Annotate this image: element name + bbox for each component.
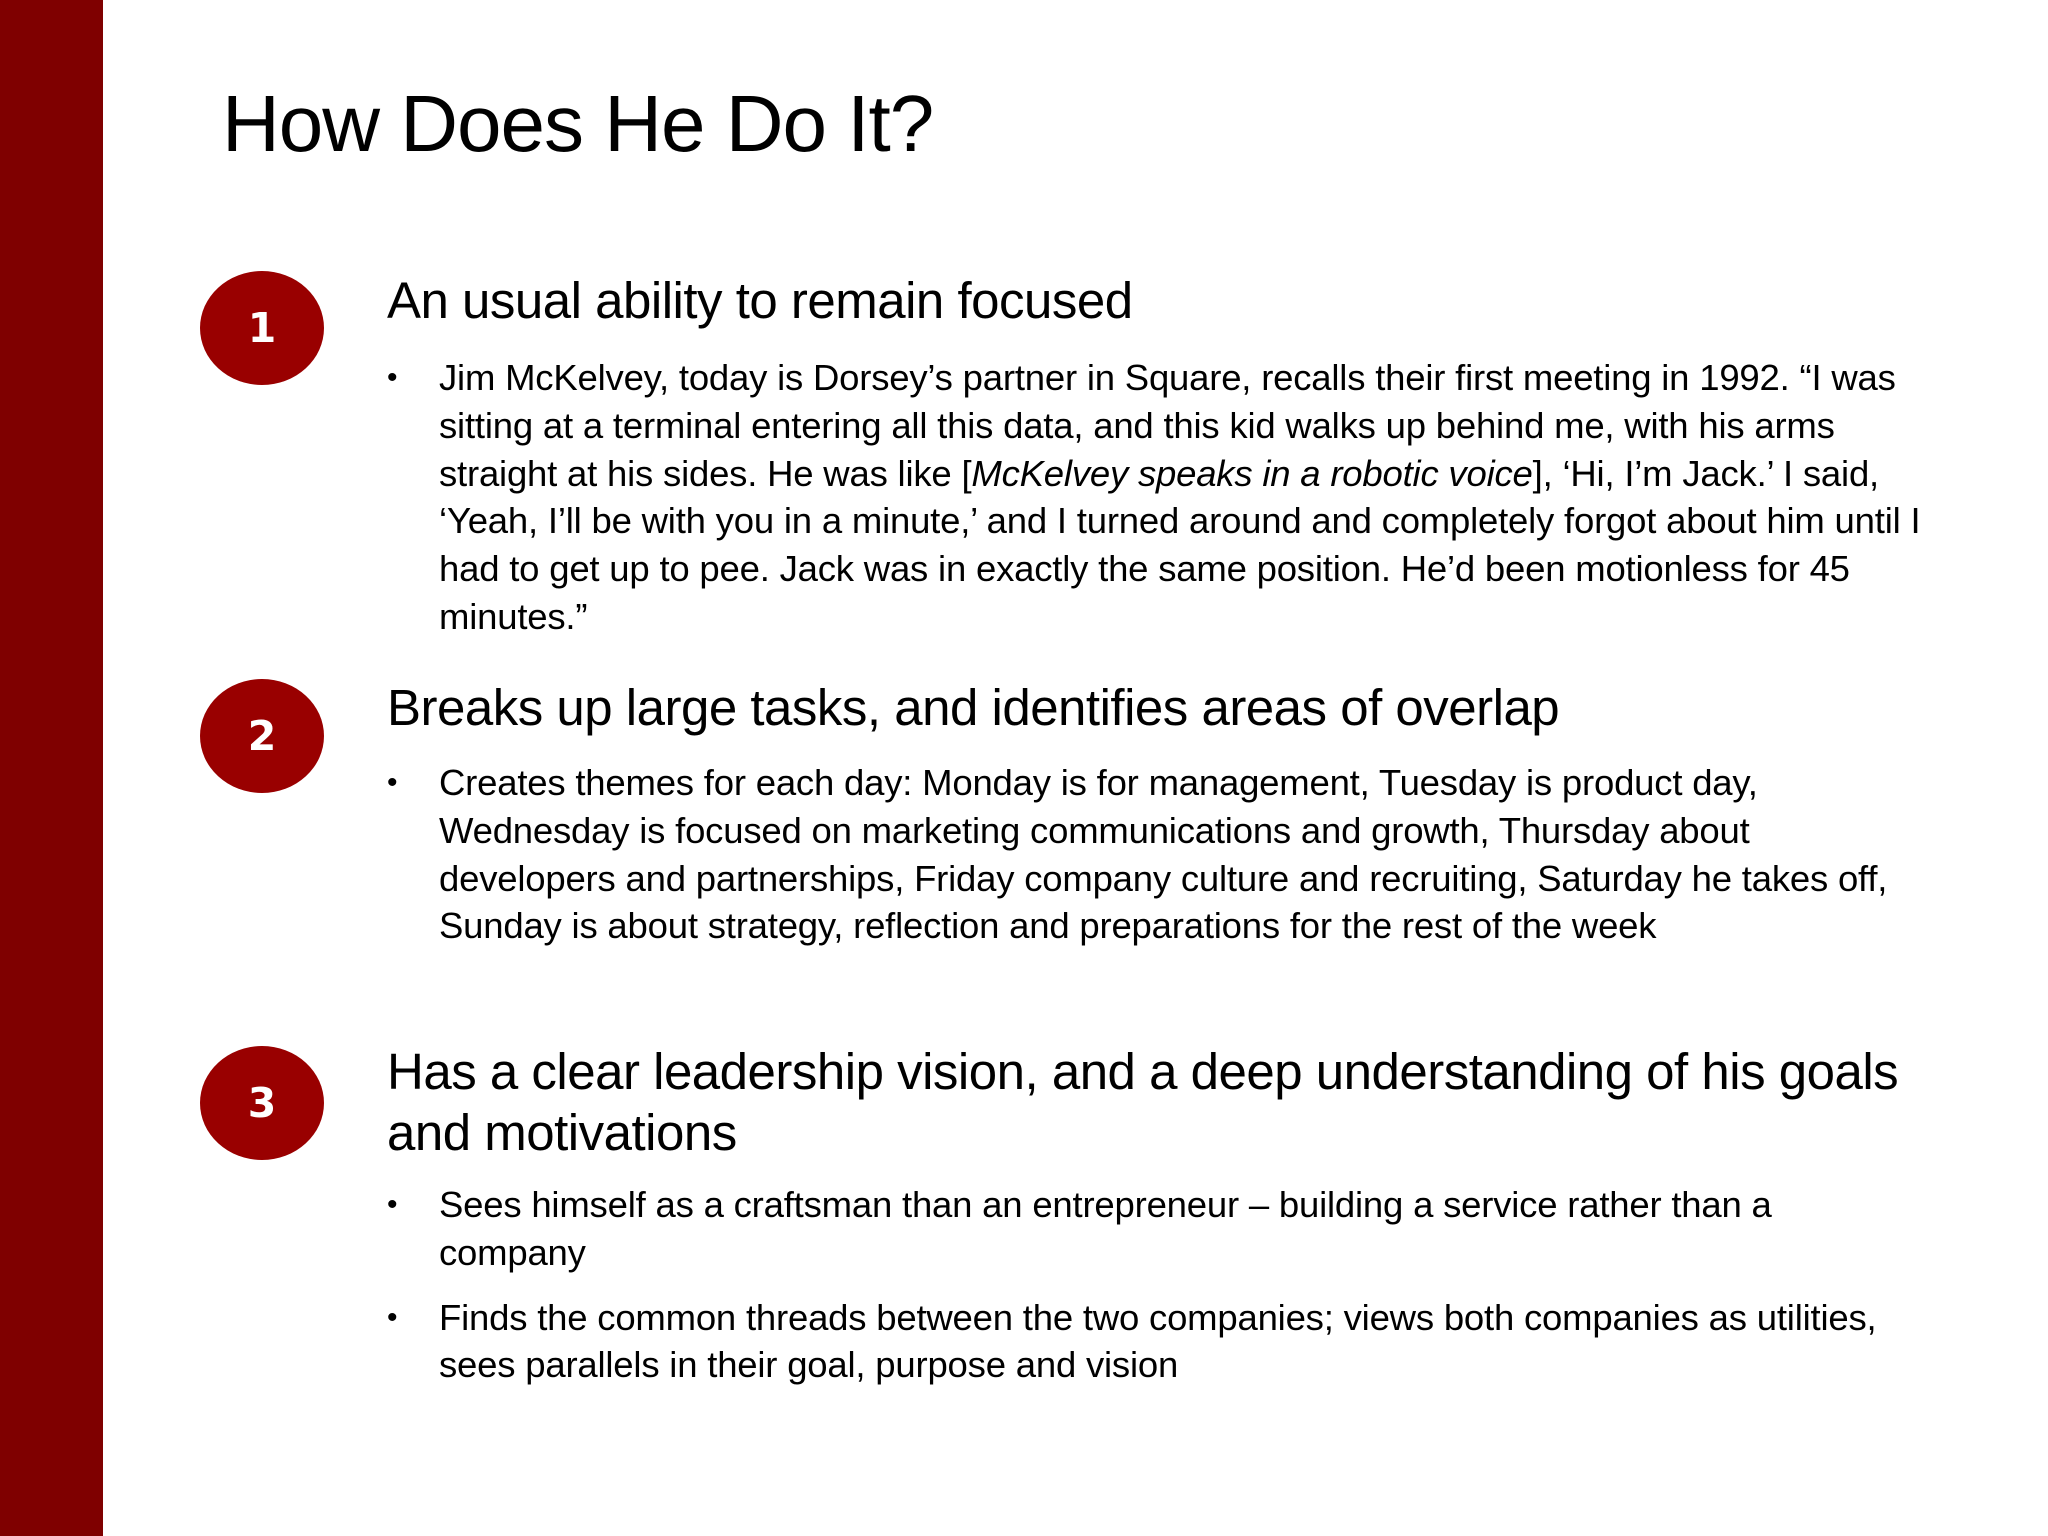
- bullet-icon: •: [387, 1300, 398, 1334]
- bullet-text: Sees himself as a craftsman than an entrepreneur – building a service rather than a company: [439, 1184, 1772, 1273]
- bullet-list-2: [387, 759, 1927, 967]
- bullet-list-3: [387, 1181, 1927, 1406]
- number-badge-3: 3: [200, 1046, 324, 1160]
- bullet-item: [387, 1181, 1927, 1277]
- number-badge-1: 1: [200, 271, 324, 385]
- slide-title: How Does He Do It?: [222, 79, 934, 168]
- bullet-text-italic: McKelvey speaks in a robotic voice: [971, 452, 1533, 494]
- bullet-text: Finds the common threads between the two companies; views both companies as utilities, sees parallels in their goal, purpose and vision: [439, 1296, 1877, 1386]
- bullet-icon: •: [387, 361, 398, 394]
- bullet-text: Creates themes for each day: Monday is for management, Tuesday is product day, Wednesday is focused on marketing communications and growth, Thursday about developers and partnerships, Friday company culture and recruiting, Saturday he takes off, Sunday is about strategy, reflection and preparations for the rest of the week: [439, 762, 1888, 947]
- bullet-icon: •: [387, 766, 398, 799]
- section-heading-3: Has a clear leadership vision, and a deep understanding of his goals and motivations: [387, 1043, 1899, 1161]
- section-heading-2: Breaks up large tasks, and identifies areas of overlap: [387, 679, 1560, 736]
- bullet-text-after: ], ‘Hi, I’m Jack.’ I said, ‘Yeah, I’ll be with you in a minute,’ and I turned around and completely forgot about him until I had to get up to pee. Jack was in exactly the same position. He’d been motionless for 45 minutes.”: [439, 452, 1921, 637]
- section-heading-1: An usual ability to remain focused: [387, 272, 1133, 329]
- accent-sidebar: [0, 0, 103, 1536]
- number-badge-2: 2: [200, 679, 324, 793]
- bullet-item: [387, 759, 1927, 950]
- bullet-list-1: [387, 354, 1927, 658]
- bullet-icon: •: [387, 1188, 398, 1221]
- bullet-item: [387, 1294, 1927, 1390]
- bullet-text-before: Jim McKelvey, today is Dorsey’s partner in Square, recalls their first meeting in 1992. “I was sitting at a terminal entering all this data, and this kid walks up behind me, with his arms straight at his sides. He was like [: [439, 357, 1896, 494]
- bullet-item: [387, 354, 1927, 641]
